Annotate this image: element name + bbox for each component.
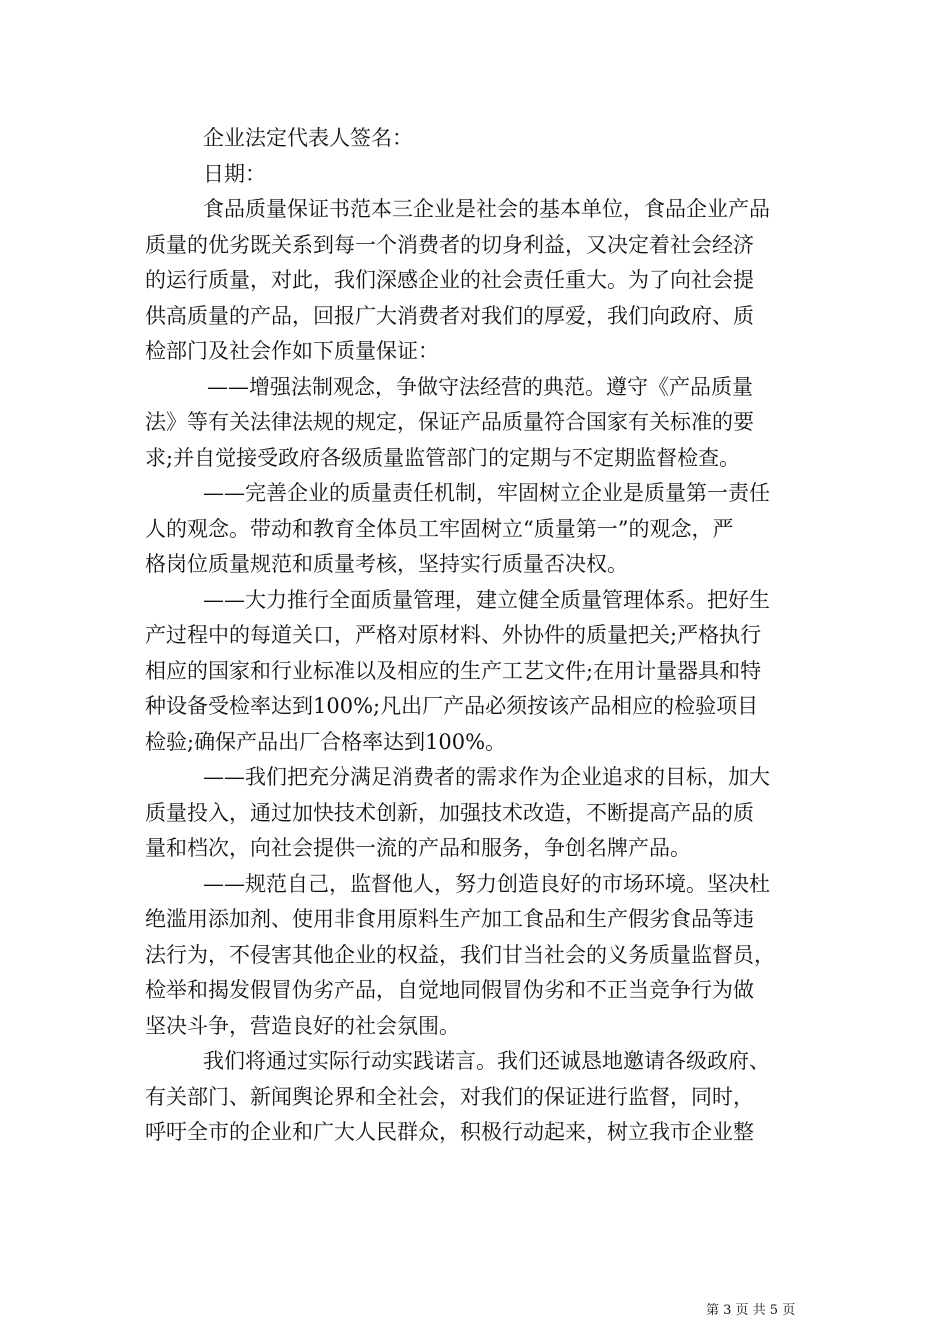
text-line: 种设备受检率达到100%;凡出厂产品必须按该产品相应的检验项目 — [145, 694, 759, 718]
signature-line: 企业法定代表人签名： — [203, 126, 413, 150]
text-line: 法》等有关法律法规的规定，保证产品质量符合国家有关标准的要 — [145, 410, 754, 434]
text-line: 产过程中的每道关口，严格对原材料、外协件的质量把关;严格执行 — [145, 623, 762, 647]
text-line: 食品质量保证书范本三企业是社会的基本单位，食品企业产品 — [203, 197, 770, 221]
text-line: 有关部门、新闻舆论界和全社会，对我们的保证进行监督，同时， — [145, 1084, 754, 1109]
text-line: 检验;确保产品出厂合格率达到100%。 — [145, 729, 507, 754]
text-line: ——完善企业的质量责任机制，牢固树立企业是质量第一责任 — [203, 481, 770, 505]
text-line: 检部门及社会作如下质量保证： — [145, 339, 439, 363]
text-line: 相应的国家和行业标准以及相应的生产工艺文件;在用计量器具和特 — [145, 658, 762, 683]
text-line: 质量投入，通过加快技术创新，加强技术改造，不断提高产品的质 — [145, 800, 754, 825]
date-line: 日期： — [203, 161, 266, 186]
text-line: 的运行质量，对此，我们深感企业的社会责任重大。为了向社会提 — [145, 268, 754, 292]
text-line: 法行为，不侵害其他企业的权益，我们甘当社会的义务质量监督员， — [145, 942, 775, 967]
text-line: 呼吁全市的企业和广大人民群众，积极行动起来，树立我市企业整 — [145, 1120, 754, 1144]
text-line: ——大力推行全面质量管理，建立健全质量管理体系。把好生 — [203, 587, 770, 612]
text-line: 质量的优劣既关系到每一个消费者的切身利益，又决定着社会经济 — [145, 232, 754, 257]
text-line: 检举和揭发假冒伪劣产品，自觉地同假冒伪劣和不正当竞争行为做 — [145, 978, 754, 1002]
text-line: ——增强法制观念，争做守法经营的典范。遵守《产品质量 — [207, 374, 753, 399]
text-line: 供高质量的产品，回报广大消费者对我们的厚爱，我们向政府、质 — [145, 303, 754, 328]
text-line: 求;并自觉接受政府各级质量监管部门的定期与不定期监督检查。 — [145, 445, 741, 470]
text-line: 我们将通过实际行动实践诺言。我们还诚恳地邀请各级政府、 — [203, 1049, 770, 1073]
text-line: 量和档次，向社会提供一流的产品和服务，争创名牌产品。 — [145, 836, 691, 860]
page-number: 第 3 页 共 5 页 — [706, 1303, 796, 1318]
text-line: 坚决斗争，营造良好的社会氛围。 — [145, 1013, 460, 1038]
text-line: ——我们把充分满足消费者的需求作为企业追求的目标，加大 — [203, 765, 770, 789]
text-line: 格岗位质量规范和质量考核，坚持实行质量否决权。 — [145, 552, 628, 576]
document-body — [145, 121, 815, 1151]
text-line: 绝滥用添加剂、使用非食用原料生产加工食品和生产假劣食品等违 — [145, 907, 754, 931]
text-line: ——规范自己，监督他人，努力创造良好的市场环境。坚决杜 — [203, 871, 770, 896]
text-line: 人的观念。带动和教育全体员工牢固树立“质量第一”的观念，严 — [145, 516, 734, 541]
